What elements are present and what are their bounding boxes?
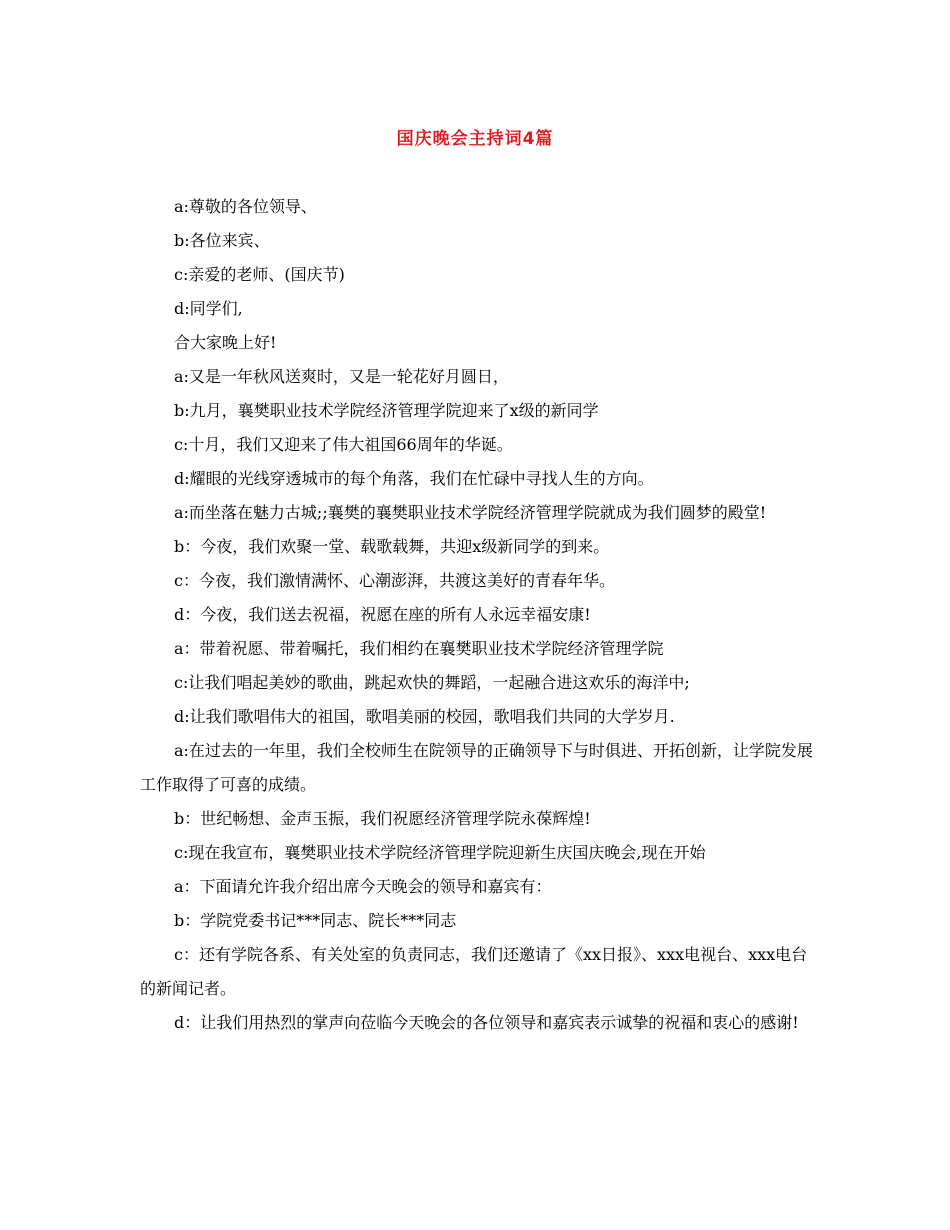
paragraph: c：还有学院各系、有关处室的负责同志，我们还邀请了《xx日报》、xxx电视台、xxx电台的新闻记者。 [140, 945, 808, 998]
paragraph: d：让我们用热烈的掌声向莅临今天晚会的各位领导和嘉宾表示诚挚的祝福和衷心的感谢! [174, 1013, 799, 1032]
paragraph: a:尊敬的各位领导、 [174, 197, 317, 216]
paragraph: d:让我们歌唱伟大的祖国，歌唱美丽的校园，歌唱我们共同的大学岁月. [174, 707, 675, 726]
paragraph: c:让我们唱起美妙的歌曲，跳起欢快的舞蹈，一起融合进这欢乐的海洋中; [174, 673, 690, 692]
paragraph: a:而坐落在魅力古城;;襄樊的襄樊职业技术学院经济管理学院就成为我们圆梦的殿堂! [174, 503, 767, 522]
paragraph: c:亲爱的老师、(国庆节) [174, 265, 345, 284]
paragraph: a:又是一年秋风送爽时，又是一轮花好月圆日， [174, 367, 509, 386]
document-title: 国庆晚会主持词4篇 [396, 129, 554, 149]
paragraph: b:九月，襄樊职业技术学院经济管理学院迎来了x级的新同学 [174, 401, 599, 420]
paragraph: c:现在我宣布，襄樊职业技术学院经济管理学院迎新生庆国庆晚会,现在开始 [174, 843, 706, 862]
paragraph: b：今夜，我们欢聚一堂、载歌载舞，共迎x级新同学的到来。 [174, 537, 610, 556]
paragraph: a：带着祝愿、带着嘱托，我们相约在襄樊职业技术学院经济管理学院 [174, 639, 664, 658]
paragraph: b：世纪畅想、金声玉振，我们祝愿经济管理学院永葆辉煌! [174, 809, 591, 828]
paragraph: a:在过去的一年里，我们全校师生在院领导的正确领导下与时俱进、开拓创新，让学院发展工作取得了可喜的成绩。 [140, 741, 813, 794]
paragraph: d:耀眼的光线穿透城市的每个角落，我们在忙碌中寻找人生的方向。 [174, 469, 654, 488]
paragraph: b:各位来宾、 [174, 231, 270, 250]
paragraph: 合大家晚上好! [174, 333, 277, 352]
paragraph: a：下面请允许我介绍出席今天晚会的领导和嘉宾有： [174, 877, 552, 896]
paragraph: d：今夜，我们送去祝福，祝愿在座的所有人永远幸福安康! [174, 605, 591, 624]
paragraph: c:十月，我们又迎来了伟大祖国66周年的华诞。 [174, 435, 513, 454]
paragraph: c：今夜，我们激情满怀、心潮澎湃，共渡这美好的青春年华。 [174, 571, 615, 590]
paragraph: b：学院党委书记***同志、院长***同志 [174, 911, 457, 930]
paragraph: d:同学们, [174, 299, 243, 318]
document-body [140, 190, 820, 1040]
